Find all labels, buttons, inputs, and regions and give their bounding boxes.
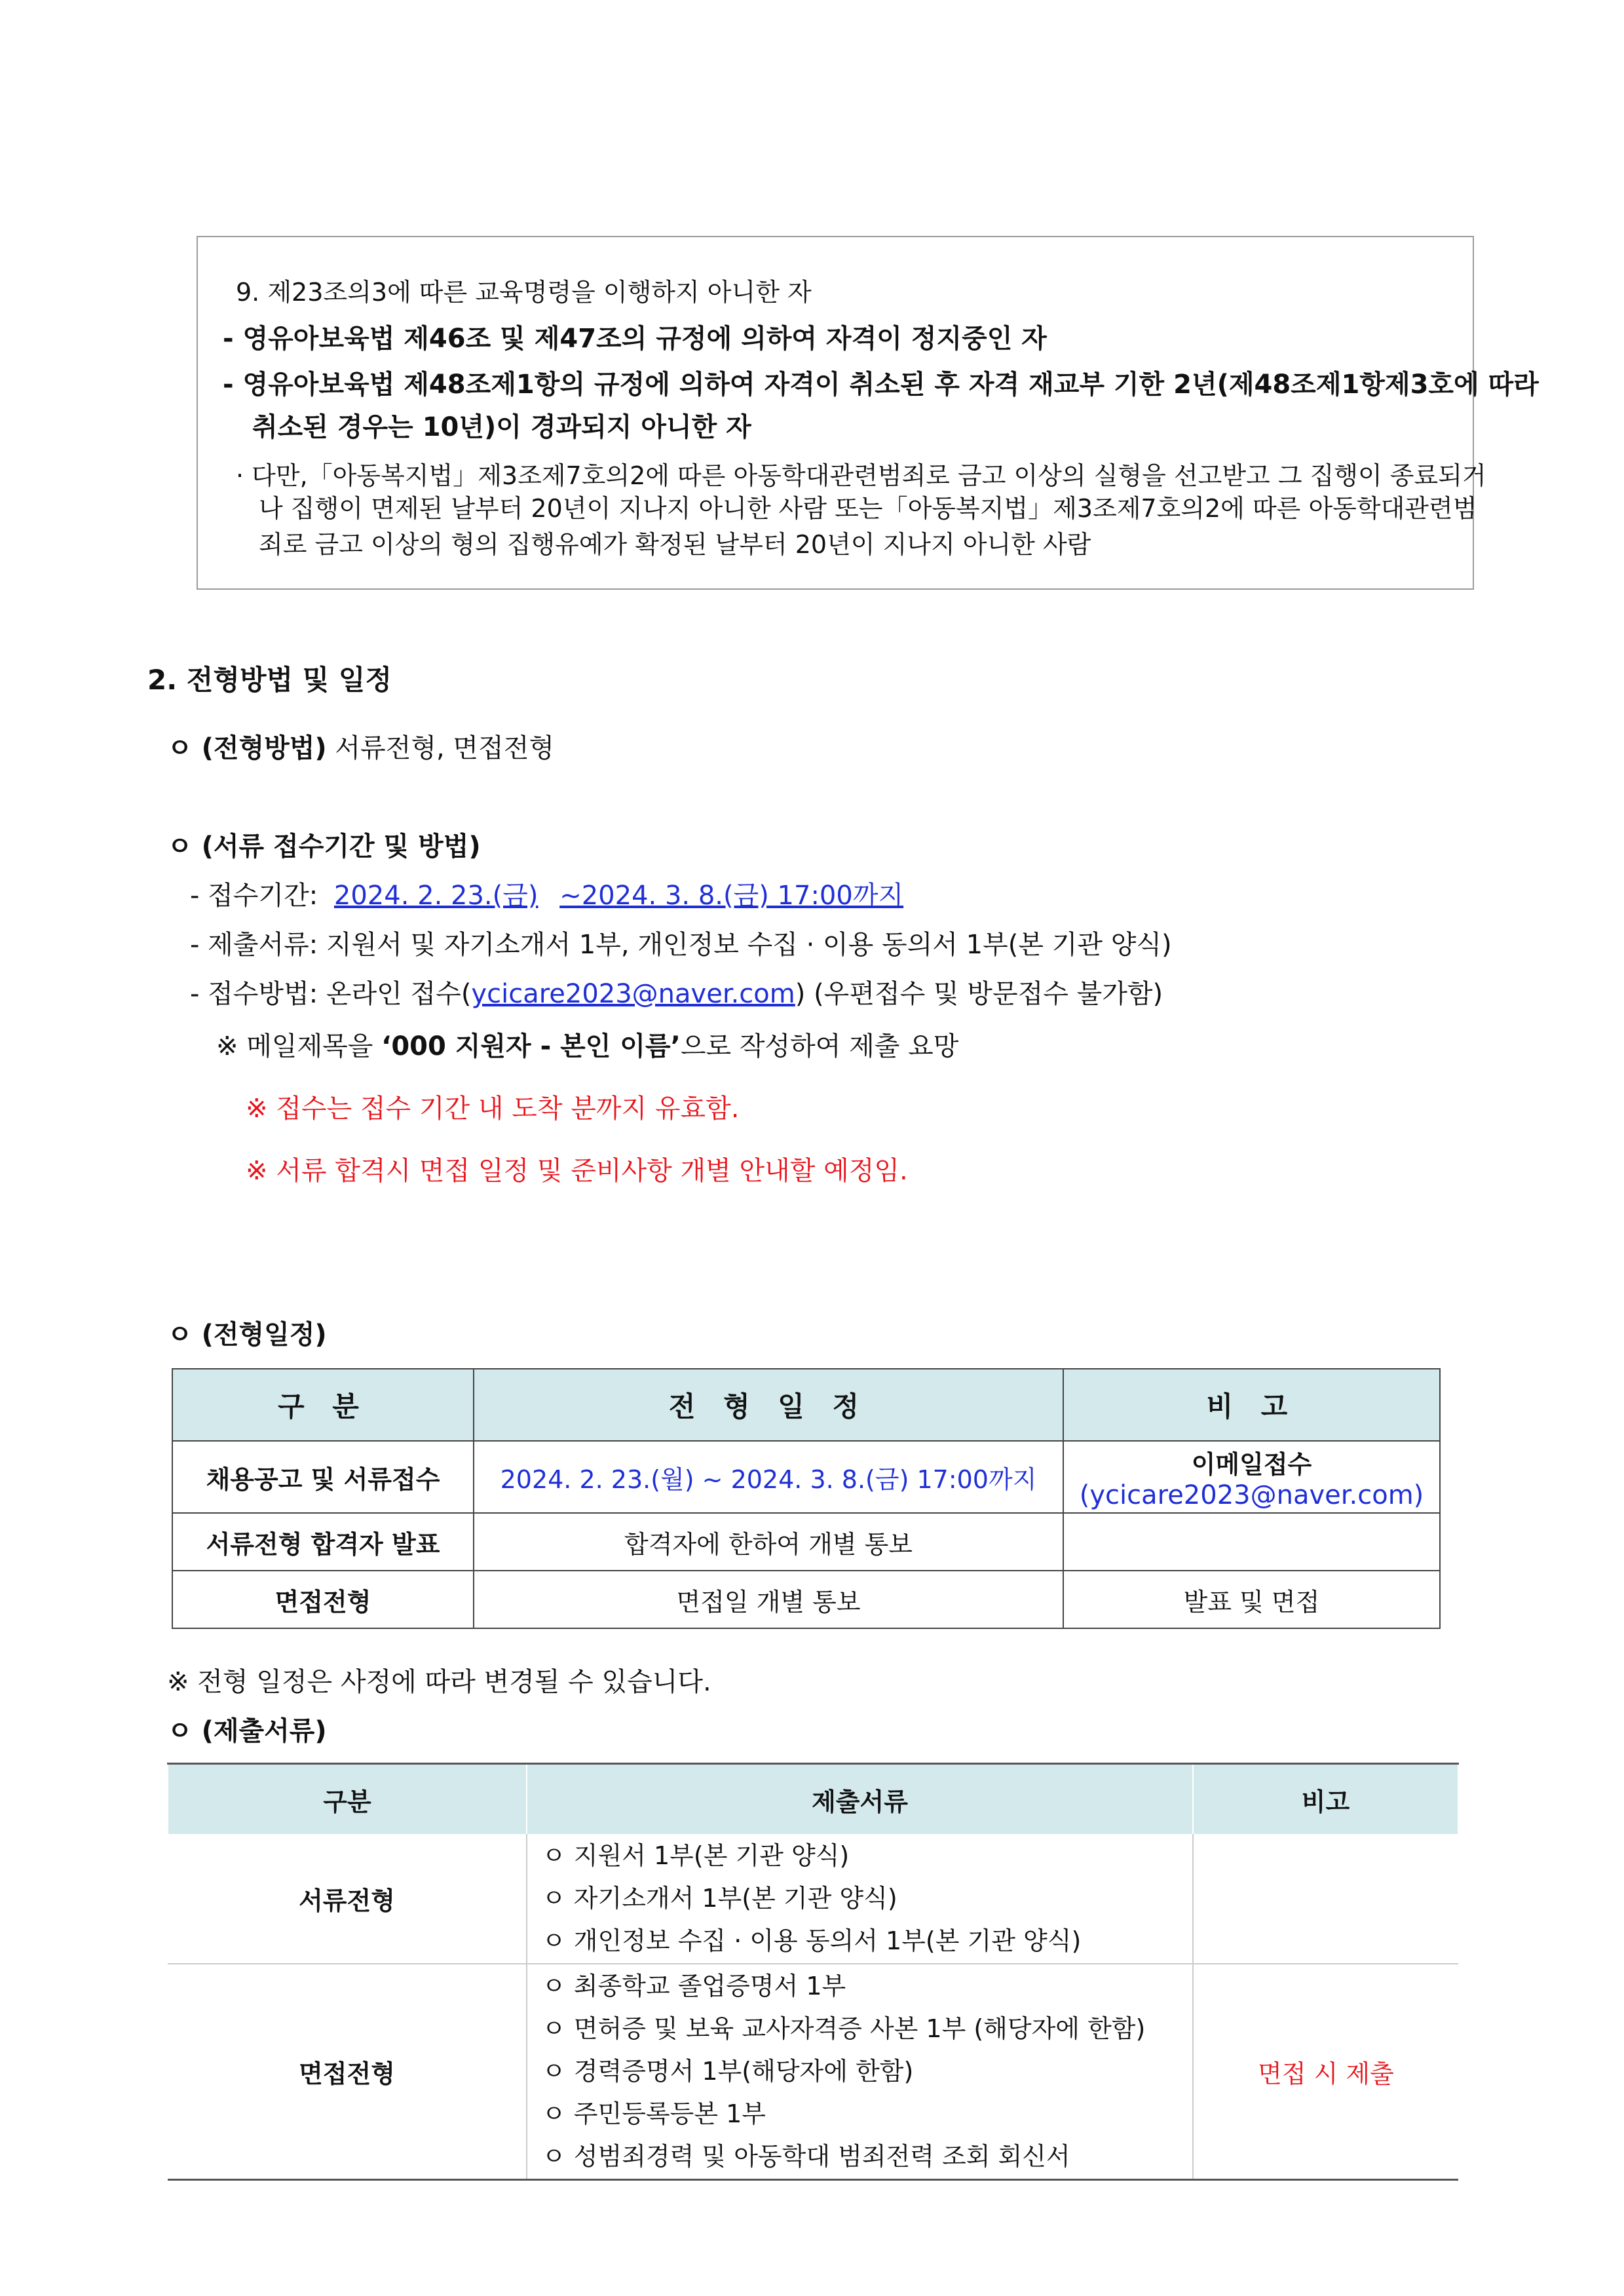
application-period-end: ~2024. 3. 8.(금) 17:00까지 [559, 881, 904, 911]
selection-method-label: ㅇ (전형방법) [167, 733, 327, 763]
list-item: ㅇ 개인정보 수집 · 이용 동의서 1부(본 기관 양식) [542, 1926, 1082, 1955]
application-method-suffix: ) (우편접수 및 방문접수 불가함) [795, 979, 1163, 1009]
mail-subject-note-suffix: 으로 작성하여 제출 요망 [680, 1031, 959, 1062]
mail-subject-format: ‘000 지원자 - 본인 이름’ [381, 1031, 681, 1062]
list-item: ㅇ 성범죄경력 및 아동학대 범죄전력 조회 회신서 [542, 2142, 1070, 2171]
application-method-prefix: - 접수방법: 온라인 접수( [190, 979, 472, 1009]
disqualification-revoked-line2: 취소된 경우는 10년)이 경과되지 아니한 자 [252, 412, 751, 442]
email-receipt-label: 이메일접수 [1191, 1449, 1312, 1479]
schedule-row-label: 채용공고 및 서류접수 [172, 1441, 474, 1513]
list-item: ㅇ 주민등록등본 1부 [542, 2099, 766, 2128]
schedule-footnote: ※ 전형 일정은 사정에 따라 변경될 수 있습니다. [167, 1667, 711, 1697]
proviso-line3: 죄로 금고 이상의 형의 집행유예가 확정된 날부터 20년이 지나지 아니한 사람 [259, 530, 1091, 559]
schedule-row-note: 발표 및 면접 [1063, 1571, 1440, 1628]
schedule-row-date: 면접일 개별 통보 [474, 1571, 1063, 1628]
schedule-row-date: 2024. 2. 23.(월) ~ 2024. 3. 8.(금) 17:00까지 [474, 1441, 1063, 1513]
application-period-start: 2024. 2. 23.(금) [333, 881, 538, 911]
schedule-table [172, 1368, 1441, 1629]
documents-row-note: 면접 시 제출 [1193, 1964, 1458, 2180]
application-period [190, 875, 903, 912]
interview-guidance-note: ※ 서류 합격시 면접 일정 및 준비사항 개별 안내할 예정임. [246, 1156, 908, 1186]
application-period-label: - 접수기간: [190, 881, 318, 911]
documents-row-note [1193, 1834, 1458, 1964]
selection-method [167, 727, 554, 765]
required-documents-line: - 제출서류: 지원서 및 자기소개서 1부, 개인정보 수집 · 이용 동의서 1부(본 기관 양식) [190, 930, 1172, 960]
list-item: ㅇ 지원서 1부(본 기관 양식) [542, 1841, 850, 1870]
documents-table [167, 1763, 1459, 2181]
table-row [172, 1513, 1440, 1571]
disqualification-suspended: - 영유아보육법 제46조 및 제47조의 규정에 의하여 자격이 정지중인 자 [223, 324, 1047, 354]
list-item: ㅇ 경력증명서 1부(해당자에 한함) [542, 2057, 914, 2086]
schedule-header-note: 비 고 [1063, 1369, 1440, 1441]
selection-method-value: 서류전형, 면접전형 [335, 733, 554, 763]
mail-subject-note [216, 1025, 958, 1063]
schedule-row-note [1063, 1513, 1440, 1571]
schedule-row-label: 면접전형 [172, 1571, 474, 1628]
table-row [172, 1441, 1440, 1513]
proviso-line1: · 다만,「아동복지법」제3조제7호의2에 따른 아동학대관련범죄로 금고 이상의 실형을 선고받고 그 집행이 종료되거 [236, 461, 1486, 490]
schedule-row-label: 서류전형 합격자 발표 [172, 1513, 474, 1571]
deadline-validity-note: ※ 접수는 접수 기간 내 도착 분까지 유효함. [246, 1094, 740, 1124]
schedule-row-note [1063, 1441, 1440, 1513]
schedule-header-category: 구 분 [172, 1369, 474, 1441]
application-heading: ㅇ (서류 접수기간 및 방법) [167, 832, 481, 862]
schedule-header-schedule: 전 형 일 정 [474, 1369, 1063, 1441]
table-row [168, 1964, 1458, 2180]
list-item: ㅇ 최종학교 졸업증명서 1부 [542, 1972, 846, 2000]
documents-header-row [168, 1764, 1458, 1835]
documents-row-items [527, 1834, 1193, 1964]
list-item: ㅇ 자기소개서 1부(본 기관 양식) [542, 1884, 897, 1913]
schedule-header-row [172, 1369, 1440, 1441]
application-method [190, 973, 1163, 1010]
schedule-row-date: 합격자에 한하여 개별 통보 [474, 1513, 1063, 1571]
schedule-email: (ycicare2023@naver.com) [1079, 1480, 1424, 1510]
disqualification-revoked-line1: - 영유아보육법 제48조제1항의 규정에 의하여 자격이 취소된 후 자격 재교부 기한 2년(제48조제1항제3호에 따라 [223, 370, 1539, 400]
documents-row-label: 서류전형 [168, 1834, 527, 1964]
table-row [172, 1571, 1440, 1628]
documents-header-category: 구분 [168, 1764, 527, 1835]
schedule-heading: ㅇ (전형일정) [167, 1320, 327, 1350]
documents-row-items [527, 1964, 1193, 2180]
documents-header-items: 제출서류 [527, 1764, 1193, 1835]
disqualification-item-9: 9. 제23조의3에 따른 교육명령을 이행하지 아니한 자 [236, 278, 812, 307]
section-heading: 2. 전형방법 및 일정 [147, 664, 392, 696]
table-row [168, 1834, 1458, 1964]
mail-subject-note-prefix: ※ 메일제목을 [216, 1031, 373, 1062]
documents-header-note: 비고 [1193, 1764, 1458, 1835]
email-link[interactable]: ycicare2023@naver.com [471, 979, 795, 1009]
proviso-line2: 나 집행이 면제된 날부터 20년이 지나지 아니한 사람 또는「아동복지법」제3조제7호의2에 따른 아동학대관련범 [259, 494, 1477, 523]
documents-heading: ㅇ (제출서류) [167, 1716, 327, 1746]
documents-row-label: 면접전형 [168, 1964, 527, 2180]
list-item: ㅇ 면허증 및 보육 교사자격증 사본 1부 (해당자에 한함) [542, 2014, 1146, 2043]
